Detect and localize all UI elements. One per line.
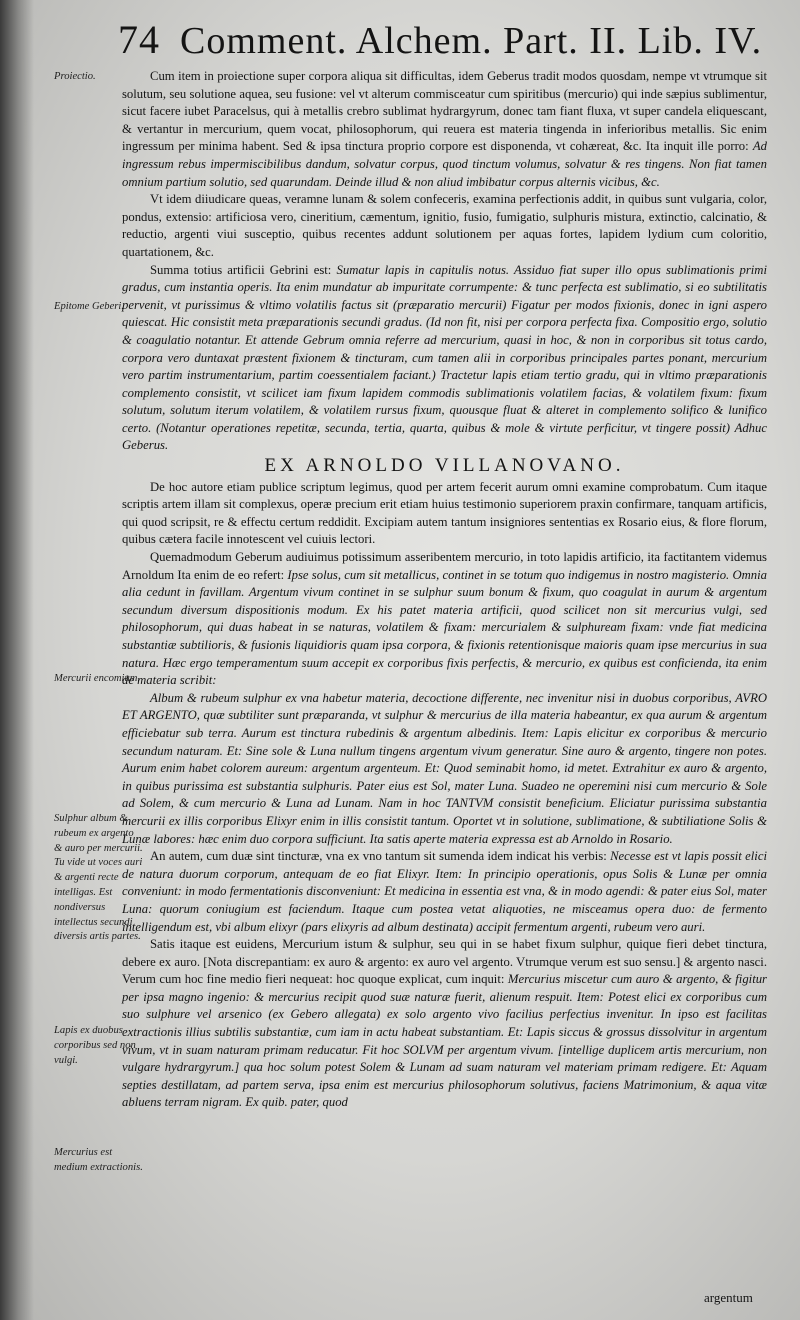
paragraph-album-rubeum xyxy=(122,690,767,848)
main-text xyxy=(122,68,767,1112)
quotation: Necesse est vt lapis possit elici de natura duorum corporum, antequam de eo fiat Elixyr. Item: In principio operationis, opus Solis & Lunæ per omnia conveniunt: in modo fermentationis disconveniunt: Et medicina in essentia est vna, & in modo agendi: & pater eius Sol, mater Luna: quorum coniugium est faciendum. Itaque cum postea vetat aliquoties, ne misceamus opera duo: de fermento intelligendum est, vbi album elixyr (pars elixyris ad album destinata) accipit fermentum argenti, rubeum vero auri. xyxy=(122,849,767,934)
paragraph-summa xyxy=(122,262,767,456)
paragraph-satis-itaque xyxy=(122,936,767,1112)
margin-note-lapis: Lapis ex duobus corporibus sed non vulgi. xyxy=(54,1025,136,1066)
paragraph-examina xyxy=(122,191,767,261)
paragraph-text: Cum item in proiectione super corpora aliqua sit difficultas, idem Geberus tradit modos quosdam, nempe vt vtrumque sit solutum, seu solutione aquea, seu fusione: vel vt alterum commisceatur cum spiritibus (mercurio) qui inde sæpius sublimentur, sicut facere iubet Paracelsus, qui à metallis crebro sublimat hydrargyrum, donec tam fiant fluxa, vt super candela eliquescant, & vertantur in mercurium, quem vocat, philosophorum, qui reuera est materia tingenda in inferioribus metallis. Sic enim ingressum per minima habent. Sed & ipsa tinctura proprio corpore est disponenda, vt cohæreat, &c. Ita inquit ille porro: xyxy=(122,69,767,154)
paragraph-text: Summa totius artificii Gebrini est: xyxy=(150,262,332,277)
paragraph-text: Vt idem diiudicare queas, veramne lunam & solem confeceris, examina perfectionis addit, in quibus sunt vulgaria, color, pondus, extensio: artificiosa vero, cineritium, cæmentum, ignitio, fusio, fumigatio, sulphuris mistura, extinctio, calcinatio, & reductio, argenti viui susceptio, quibus recentes addunt solutionem per aquas fortes, lapidem lydium cum coloritio, quartationem, &c. xyxy=(122,192,767,259)
quotation: Mercurius miscetur cum auro & argento, & figitur per ipsa magno ingenio: & mercurius recipit quod suæ naturæ fuerit, alienum respuit. Item: Potest elici ex corporibus cum suo sulphure vel arsenico (ex Gebero allegata) ex solo argento vivo facilius perfectius invenitur. In ipso est facilitas extractionis illius subtilis substantiæ, cum iam in actu habeat substantiam. Et: Lapis siccus & grossus dissolvitur in argentum vivum, vt in suam naturam primam reducatur. Fit hoc SOLVM per argentum vivum. [intellige duplicem artis mercurium, non vulgare hydrargyrum.] qua hoc solum potest Solem & Lunam ad suam naturam vel materiam primam redigere. Et: Aquam septies destillatam, ad partem serva, ipsa enim est mercurius philosophorum solutivus, faciens Matrimonium, & aqua vitæ abluens terram nigram. Ex quib. pater, quod xyxy=(122,972,767,1110)
page-header xyxy=(118,16,763,72)
paragraph-text: Satis itaque est euidens, Mercurium istum & sulphur, seu qui in se habet fixum sulphur, quique fieri debet tinctura, debere ex auro. [Nota discrepantiam: ex auro & argento: ex auro vel argento. Vtrumque verum est suo sensu.] & argento nasci. Verum cum hoc fine medio fieri nequeat: hoc quoque explicat, cum inquit: xyxy=(122,937,767,987)
quotation: Ad ingressum rebus impermiscibilibus dandum, solvatur corpus, quod tinctum volumus, solvatur & res tingens. Non fiat tamen omnium partium solutio, sed quarundam. Deinde illud & non aliud imbibatur corpus alternis vicibus, &c. xyxy=(122,139,767,189)
paragraph-text: Quemadmodum Geberum audiuimus potissimum asseribentem mercurio, in toto lapidis artificio, ita factitantem videmus Arnoldum Ita enim de eo refert: xyxy=(122,550,767,582)
paragraph-text: De hoc autore etiam publice scriptum legimus, quod per artem fecerit aurum omni examine comprobatum. Cum itaque scriptis artem illam sit complexus, operæ precium erit etiam huius testimonio superiorem praxin confirmare, tanquam artificis, qui quod scripsit, re & effectu certum reddidit. Excipiam autem tantum insigniores sententias ex Rosario eius, & flore florum, quibus cætera facile innotescent vel cuiuis lectori. xyxy=(122,479,767,547)
paragraph-an-autem xyxy=(122,848,767,936)
margin-note-epitome-geberi: Epitome Geberi. xyxy=(54,301,125,312)
margin-note-mercurius-medium: Mercurius est medium extractionis. xyxy=(54,1147,143,1173)
margin-note-sulphur-album: Sulphur album & rubeum ex argento & auro per mercurii. Tu vide ut voces auri & argenti recte intelligas. Est nondiversus intellectus secundi diversis artis partes. xyxy=(54,813,143,943)
quotation: Sumatur lapis in capitulis notus. Assiduo fiat super illo opus sublimationis primi gradus, cum instantia operis. Ita enim mundatur ab impuritate corrumpente: & tunc perfecta est sublimatio, si eo subtilitatis pervenit, vt purissimus & vltimo volatilis factus sit (præparatio mercurii) Figatur per modos fixionis, donec in igni aspero quiescat. Hic consistit meta præparationis secundi gradus. (Id non fit, nisi per corpora perfecta fixa. Compositio ergo, solutio & coagulatio notantur. Et attende Gebrum omnia referre ad mercurium, quasi in hoc, & non in corporibus sit totus cardo, corpora vero duntaxat præstent fixionem & tincturam, cum tamen alii in corporibus principales partes ponant, mercurium vero partim instrumentarium, partim coessentialem faciant.) Tractetur lapis etiam tertio gradu, qui in vltimo præparationis complemento consistit, vt scilicet iam fixum lapidem commodis sublimationis volatilem facias, & volatilem fixum: fixum solutum, solutum iterum volatilem, & volatilem rursus fixum, quousque fluat & alteret in complemento solifico & lunifico certo. (Notantur operationes repetitæ, secunda, tertia, quarta, quibus & mole & virtute perficitur, vt tingere possit) Adhuc Geberus. xyxy=(122,262,767,453)
paragraph-proiectio xyxy=(122,68,767,191)
page-number: 74 xyxy=(118,17,160,62)
catchword: argentum xyxy=(704,1290,753,1305)
margin-note-proiectio: Proiectio. xyxy=(54,71,96,82)
paragraph-text: An autem, cum duæ sint tincturæ, vna ex vno tantum sit sumenda idem indicat his verbis: xyxy=(150,849,607,864)
paragraph-quemadmodum xyxy=(122,549,767,690)
running-title: Comment. Alchem. Part. II. Lib. IV. xyxy=(180,20,763,62)
section-heading: EX ARNOLDO VILLANOVANO. xyxy=(264,455,625,477)
quotation: Ipse solus, cum sit metallicus, continet in se totum quo indigemus in nostro magisterio. Omnia alia cedunt in favillam. Argentum vivum continet in se sulphur suum bonum & fixum, quo coagulat in aurum & argentum secundum diversum dispositionis modum. Ex his patet materia artificii, quod scilicet non sit mercurius vulgi, sed philosophorum, qui duas habeat in se naturas, volatilem & fixam: mercurialem & sulphuream fixam: vnde fiat medicina substantiæ subtilioris, & fusionis liquidioris quam ipsa corpora, & fixionis retentionisque maioris quam ipse mercurius in sua natura. Hæc ergo temperamentum suum accepit ex corporibus fixis perfectis, & mercurio, ex quibus est conficienda, ita enim de materia scribit: xyxy=(122,567,767,688)
page-gutter-shadow xyxy=(0,0,34,1320)
quotation: Album & rubeum sulphur ex vna habetur materia, decoctione differente, nec invenitur nisi in duobus corporibus, AVRO ET ARGENTO, quæ subtiliter sunt præparanda, vt sulphur & mercurius de illa materia habeantur, ex qua aurum & argentum efficiebatur sub terra. Aurum est tinctura rubedinis & argentum albedinis. Item: Lapis elicitur ex corporibus & mercurio secundum naturam. Et: Sine sole & Luna nullum tingens argentum vivum generatur. Sine auro & argento, tingere non potes. Aurum enim habet colorem aureum: argentum argenteum. Et: Quod seminabit homo, id metet. Extrahitur ex auro & argento, in quibus purissima est substantia sulphuris. Pater eius est Sol, mater Luna. Suadeo ne operemini nisi cum mercurio & Sole ad Solem, & cum mercurio & Luna ad Lunam. Nam in hoc TANTVM consistit beneficium. Eliciatur purissima substantia mercurii ex illis corporibus Elixyr enim in illis consistit tantum. Oportet vt in solutione, sublimatione, & subtiliatione Solis & Lunæ labores: hæc enim duo corpora sufficiunt. Ita satis aperte materia expressa est ab Arnoldo in Rosario. xyxy=(122,690,767,846)
paragraph-de-hoc-autore xyxy=(122,479,767,549)
margin-note-mercurii-encomium: Mercurii encomium. xyxy=(54,673,141,684)
